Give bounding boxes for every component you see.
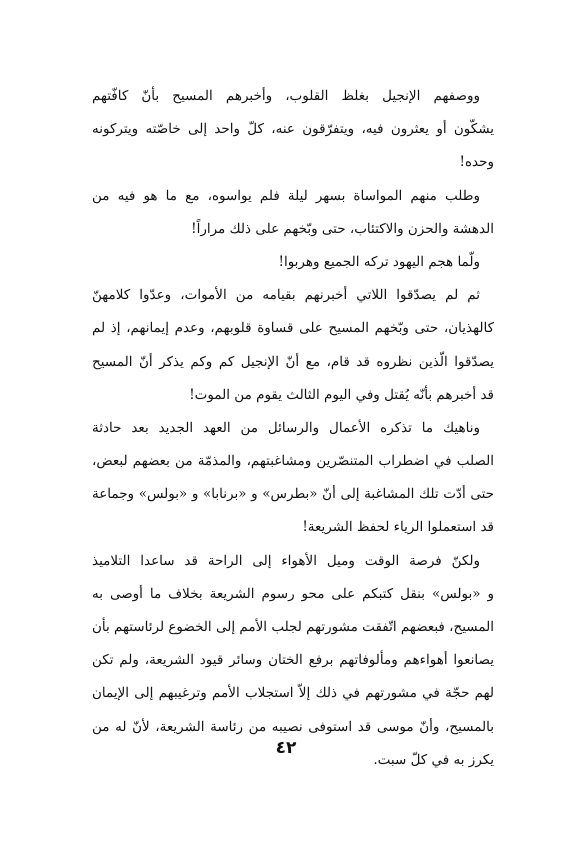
text-line: و «بولس» بنقل كتبكم على محو رسوم الشريعة بخلاف ما أوصى به [92, 585, 494, 602]
text-line: ثم لم يصدّقوا اللاتي أخبرنهم بقيامه من الأموات، وعدّوا كلامهنّ [92, 287, 480, 304]
text-line: يكرز به في كلّ سبت. [373, 751, 494, 768]
text-line: ووصفهم الإنجيل بغلظ القلوب، وأخبرهم المسيح بأنّ كافّتهم [92, 88, 480, 104]
text-line: يصانعوا أهواءهم ومألوفاتهم برفع الختان وسائر قيود الشريعة، ولم تكن [92, 652, 494, 669]
text-line: وحده! [459, 154, 494, 171]
text-line: قد استعملوا الرياء لحفظ الشريعة! [302, 519, 494, 536]
page-number: ٤٢ [275, 738, 297, 758]
text-line: لهم حجّة في مشورتهم في ذلك إلاّ استجلاب الأمم وترغيبهم إلى الإيمان [92, 685, 494, 702]
text-line: بالمسيح، وأنّ موسى قد استوفى نصيبه من رئاسة الشريعة، لأنّ له من [92, 718, 494, 735]
text-line: وطلب منهم المواساة بسهر ليلة فلم يواسوه، مع ما هو فيه من [92, 187, 480, 204]
text-line: ولّما هجم اليهود تركه الجميع وهربوا! [278, 253, 480, 270]
text-line: الدهشة والحزن والاكتئاب، حتى وبّخهم على ذلك مراراً! [191, 220, 494, 237]
text-line: يشكّون أو يعثرون فيه، ويتفرّقون عنه، كلّ واحد إلى خاصّته ويتركونه [92, 121, 494, 138]
text-line: المسيح، فبعضهم اتّفقت مشورتهم لجلب الأمم إلى الخضوع لرئاستهم بأن [92, 619, 494, 635]
text-line: ولكنّ فرصة الوقت وميل الأهواء إلى الراحة قد ساعدا التلاميذ [92, 552, 480, 569]
body-text [92, 80, 494, 777]
text-line: الصلب في اضطراب المتنصّرين ومشاغبتهم، والمذمّة من بعضهم لبعض، [92, 453, 494, 470]
text-line: كالهذيان، حتى وبّخهم المسيح على قساوة قلوبهم، وعدم إيمانهم، إذ لم [92, 320, 494, 337]
text-line: يصدّقوا الّذين نظروه قد قام، مع أنّ الإنجيل كم وكم يذكر أنّ المسيح [92, 353, 494, 370]
text-line: قد أخبرهم بأنّه يُقتل وفي اليوم الثالث يقوم من الموت! [189, 386, 494, 403]
text-line: حتى أدّت تلك المشاغبة إلى أنّ «بطرس» و «برنابا» و «بولس» وجماعة [92, 486, 494, 503]
text-line: وناهيك ما تذكره الأعمال والرسائل من العهد الجديد بعد حادثة [92, 419, 480, 436]
